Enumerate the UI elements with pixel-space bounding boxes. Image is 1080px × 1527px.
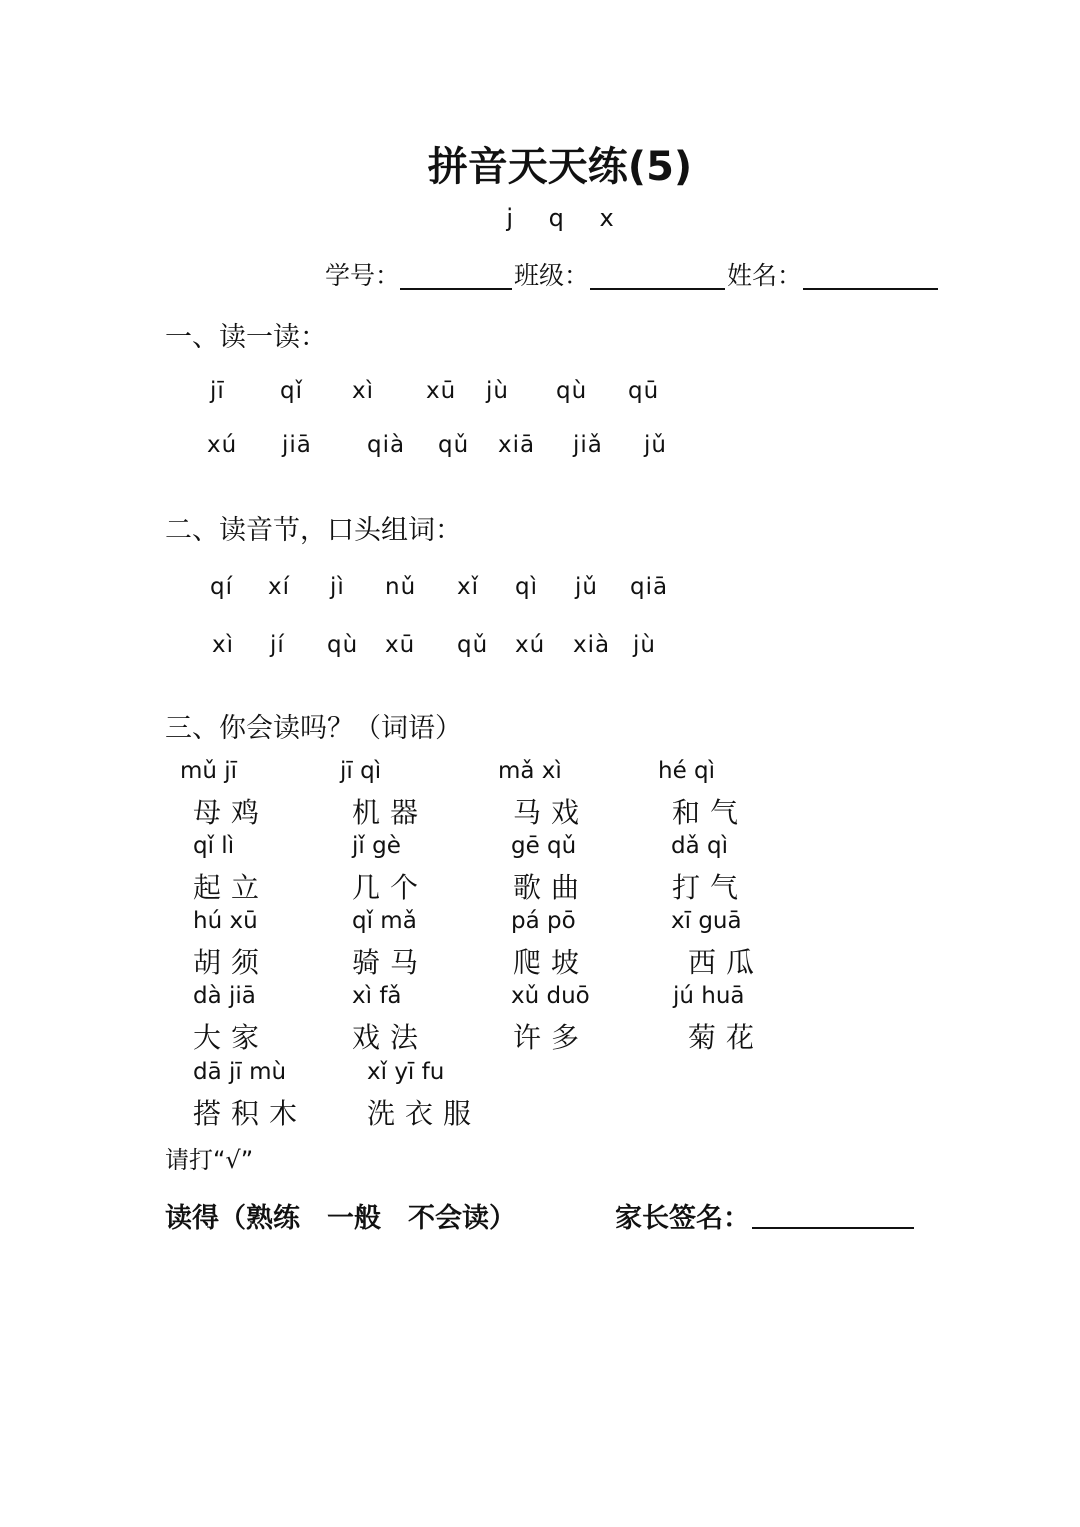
word-pinyin: jú huā bbox=[673, 983, 745, 1009]
syllable: xià bbox=[573, 632, 611, 658]
word-pinyin: dà jiā bbox=[193, 983, 256, 1009]
word-pinyin: pá pō bbox=[511, 908, 576, 934]
word-hanzi: 爬坡 bbox=[513, 946, 590, 979]
section1-heading: 一、读一读： bbox=[165, 322, 327, 353]
syllable: xū bbox=[426, 378, 457, 404]
syllable: xǐ bbox=[457, 574, 480, 600]
student-no-field[interactable] bbox=[400, 262, 512, 290]
syllable: xū bbox=[385, 632, 416, 658]
syllable: qù bbox=[556, 378, 588, 404]
reading-level-label: 读得（熟练 一般 不会读） bbox=[165, 1203, 516, 1234]
word-hanzi: 西瓜 bbox=[688, 946, 765, 979]
section2-row1 bbox=[0, 574, 1080, 604]
syllable: xú bbox=[515, 632, 546, 658]
word-hanzi: 菊花 bbox=[688, 1021, 765, 1054]
word-hanzi: 胡须 bbox=[193, 946, 270, 979]
word-hanzi: 和气 bbox=[672, 796, 749, 829]
word-hanzi: 搭积木 bbox=[193, 1097, 308, 1130]
page-title: 拼音天天练(5) bbox=[427, 144, 693, 190]
parent-signature-label: 家长签名： bbox=[615, 1203, 750, 1234]
syllable: xiā bbox=[498, 432, 536, 458]
syllable: qì bbox=[515, 574, 538, 600]
word-pinyin: hú xū bbox=[193, 908, 258, 934]
word-pinyin: dǎ qì bbox=[671, 833, 728, 859]
word-pinyin: xǔ duō bbox=[511, 983, 590, 1009]
word-pinyin: qǐ mǎ bbox=[352, 908, 417, 934]
word-pinyin: mǔ jī bbox=[180, 758, 238, 784]
word-hanzi: 母鸡 bbox=[193, 796, 270, 829]
letters-subtitle: j q x bbox=[506, 204, 614, 232]
syllable: jí bbox=[270, 632, 285, 658]
syllable: xì bbox=[352, 378, 375, 404]
syllable: jù bbox=[486, 378, 509, 404]
name-label: 姓名： bbox=[727, 261, 803, 290]
word-hanzi: 大家 bbox=[193, 1021, 270, 1054]
class-label: 班级： bbox=[514, 261, 590, 290]
word-hanzi: 机器 bbox=[352, 796, 429, 829]
section2-row2 bbox=[0, 632, 1080, 662]
word-pinyin: xǐ yī fu bbox=[367, 1059, 445, 1085]
syllable: qū bbox=[628, 378, 660, 404]
section2-heading: 二、读音节，口头组词： bbox=[165, 515, 462, 546]
syllable: qǐ bbox=[280, 378, 303, 404]
syllable: jǔ bbox=[575, 574, 598, 600]
section1-row1 bbox=[0, 378, 1080, 408]
word-hanzi: 戏法 bbox=[352, 1021, 429, 1054]
word-pinyin: xì fǎ bbox=[352, 983, 402, 1009]
syllable: jī bbox=[210, 378, 225, 404]
syllable: xú bbox=[207, 432, 238, 458]
word-hanzi: 骑马 bbox=[352, 946, 429, 979]
syllable: jiǎ bbox=[573, 432, 603, 458]
word-pinyin: gē qǔ bbox=[511, 833, 577, 859]
parent-signature-field[interactable] bbox=[752, 1201, 914, 1229]
word-hanzi: 许多 bbox=[513, 1021, 590, 1054]
syllable: qiā bbox=[630, 574, 669, 600]
class-field[interactable] bbox=[590, 262, 725, 290]
word-hanzi: 洗衣服 bbox=[367, 1097, 482, 1130]
syllable: qí bbox=[210, 574, 233, 600]
syllable: xí bbox=[268, 574, 291, 600]
word-pinyin: xī guā bbox=[671, 908, 742, 934]
syllable: jù bbox=[633, 632, 656, 658]
syllable: qǔ bbox=[457, 632, 489, 658]
word-pinyin: dā jī mù bbox=[193, 1059, 287, 1085]
word-pinyin: jī qì bbox=[340, 758, 382, 784]
syllable: qù bbox=[327, 632, 359, 658]
word-pinyin: jǐ gè bbox=[352, 833, 401, 859]
word-hanzi: 歌曲 bbox=[513, 871, 590, 904]
word-hanzi: 起立 bbox=[193, 871, 270, 904]
syllable: xì bbox=[212, 632, 235, 658]
student-no-label: 学号： bbox=[325, 261, 401, 290]
section3-heading: 三、你会读吗？（词语） bbox=[165, 713, 462, 744]
syllable: qià bbox=[367, 432, 406, 458]
word-pinyin: mǎ xì bbox=[498, 758, 562, 784]
syllable: qǔ bbox=[438, 432, 470, 458]
syllable: nǔ bbox=[385, 574, 417, 600]
section1-row2 bbox=[0, 432, 1080, 462]
name-field[interactable] bbox=[803, 262, 938, 290]
word-hanzi: 几个 bbox=[352, 871, 429, 904]
word-hanzi: 马戏 bbox=[513, 796, 590, 829]
word-hanzi: 打气 bbox=[672, 871, 749, 904]
word-pinyin: hé qì bbox=[658, 758, 716, 784]
syllable: jì bbox=[330, 574, 345, 600]
checkmark-hint: 请打“√” bbox=[165, 1146, 254, 1174]
word-pinyin: qǐ lì bbox=[193, 833, 235, 859]
syllable: jǔ bbox=[644, 432, 667, 458]
syllable: jiā bbox=[282, 432, 312, 458]
